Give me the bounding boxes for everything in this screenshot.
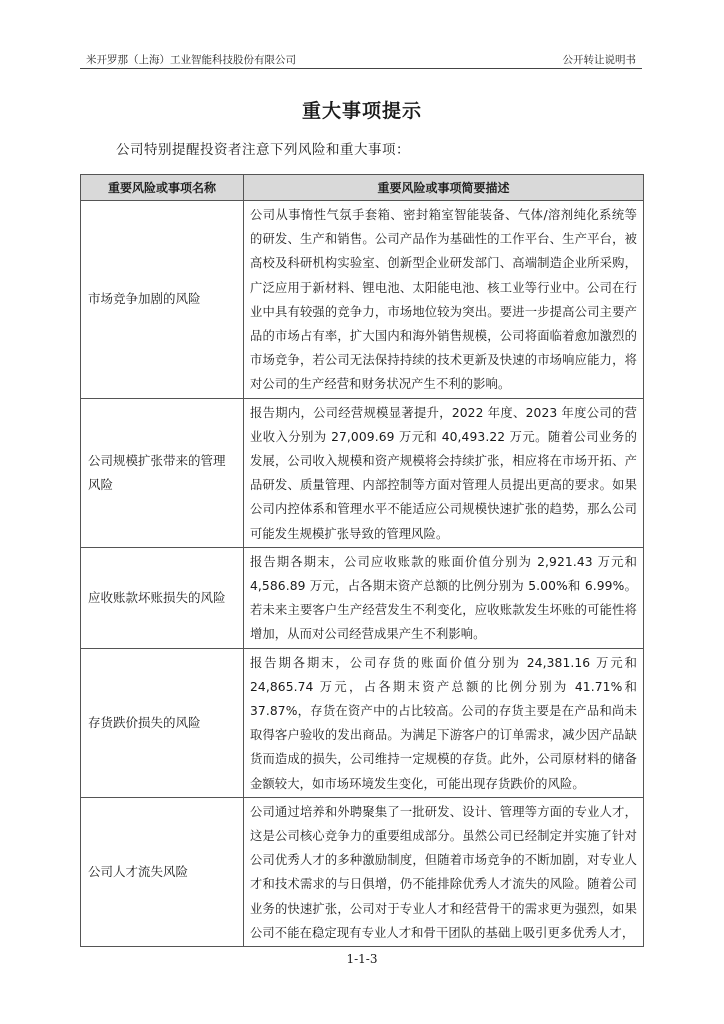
risk-name: 存货跌价损失的风险 bbox=[81, 648, 244, 797]
risk-description: 报告期各期末，公司应收账款的账面价值分别为 2,921.43 万元和 4,586.89 万元，占各期末资产总额的比例分别为 5.00%和 6.99%。若未来主要客户生产经营发生不利变化，应收账款发生坏账的可能性将增加，从而对公司经营成果产生不利影响。 bbox=[244, 547, 644, 648]
intro-text: 公司特别提醒投资者注意下列风险和重大事项： bbox=[116, 142, 410, 158]
table-header-row bbox=[81, 175, 644, 201]
document-type: 公开转让说明书 bbox=[562, 54, 636, 66]
table-row bbox=[81, 648, 644, 797]
risk-name: 公司规模扩张带来的管理风险 bbox=[81, 398, 244, 547]
risk-description: 公司通过培养和外聘聚集了一批研发、设计、管理等方面的专业人才，这是公司核心竞争力的重要组成部分。虽然公司已经制定并实施了针对公司优秀人才的多种激励制度，但随着市场竞争的不断加剧，对专业人才和技术需求的与日俱增，仍不能排除优秀人才流失的风险。随着公司业务的快速扩张，公司对于专业人才和经营骨干的需求更为强烈，如果公司不能在稳定现有专业人才和骨干团队的基础上吸引更多优秀人才， bbox=[244, 797, 644, 946]
risk-table bbox=[80, 174, 644, 947]
table-row bbox=[81, 547, 644, 648]
risk-description: 公司从事惰性气氛手套箱、密封箱室智能装备、气体/溶剂纯化系统等的研发、生产和销售。公司产品作为基础性的工作平台、生产平台，被高校及科研机构实验室、创新型企业研发部门、高端制造企业所采购，广泛应用于新材料、锂电池、太阳能电池、核工业等行业中。公司在行业中具有较强的竞争力，市场地位较为突出。要进一步提高公司主要产品的市场占有率，扩大国内和海外销售规模，公司将面临着愈加激烈的市场竞争，若公司无法保持持续的技术更新及快速的市场响应能力，将对公司的生产经营和财务状况产生不利的影响。 bbox=[244, 201, 644, 399]
risk-description: 报告期各期末，公司存货的账面价值分别为 24,381.16 万元和 24,865.74 万元，占各期末资产总额的比例分别为 41.71%和 37.87%，存货在资产中的占比较高。公司的存货主要是在产品和尚未取得客户验收的发出商品。为满足下游客户的订单需求，减少因产品缺货而造成的损失，公司维持一定规模的存货。此外，公司原材料的储备金额较大，如市场环境发生变化，可能出现存货跌价的风险。 bbox=[244, 648, 644, 797]
risk-name: 公司人才流失风险 bbox=[81, 797, 244, 946]
page-title: 重大事项提示 bbox=[301, 100, 422, 122]
company-name: 米开罗那（上海）工业智能科技股份有限公司 bbox=[86, 54, 296, 66]
column-header-name: 重要风险或事项名称 bbox=[81, 175, 244, 201]
risk-description: 报告期内，公司经营规模显著提升，2022 年度、2023 年度公司的营业收入分别为 27,009.69 万元和 40,493.22 万元。随着公司业务的发展，公司收入规模和资产规模将会持续扩张，相应将在市场开拓、产品研发、质量管理、内部控制等方面对管理人员提出更高的要求。如果公司内控体系和管理水平不能适应公司规模快速扩张的趋势，那么公司可能发生规模扩张导致的管理风险。 bbox=[244, 398, 644, 547]
table-row bbox=[81, 398, 644, 547]
table-row bbox=[81, 201, 644, 399]
page-number: 1-1-3 bbox=[346, 952, 378, 966]
table-row bbox=[81, 797, 644, 946]
page-header bbox=[80, 48, 642, 69]
column-header-description: 重要风险或事项简要描述 bbox=[244, 175, 644, 201]
risk-name: 应收账款坏账损失的风险 bbox=[81, 547, 244, 648]
risk-name: 市场竞争加剧的风险 bbox=[81, 201, 244, 399]
